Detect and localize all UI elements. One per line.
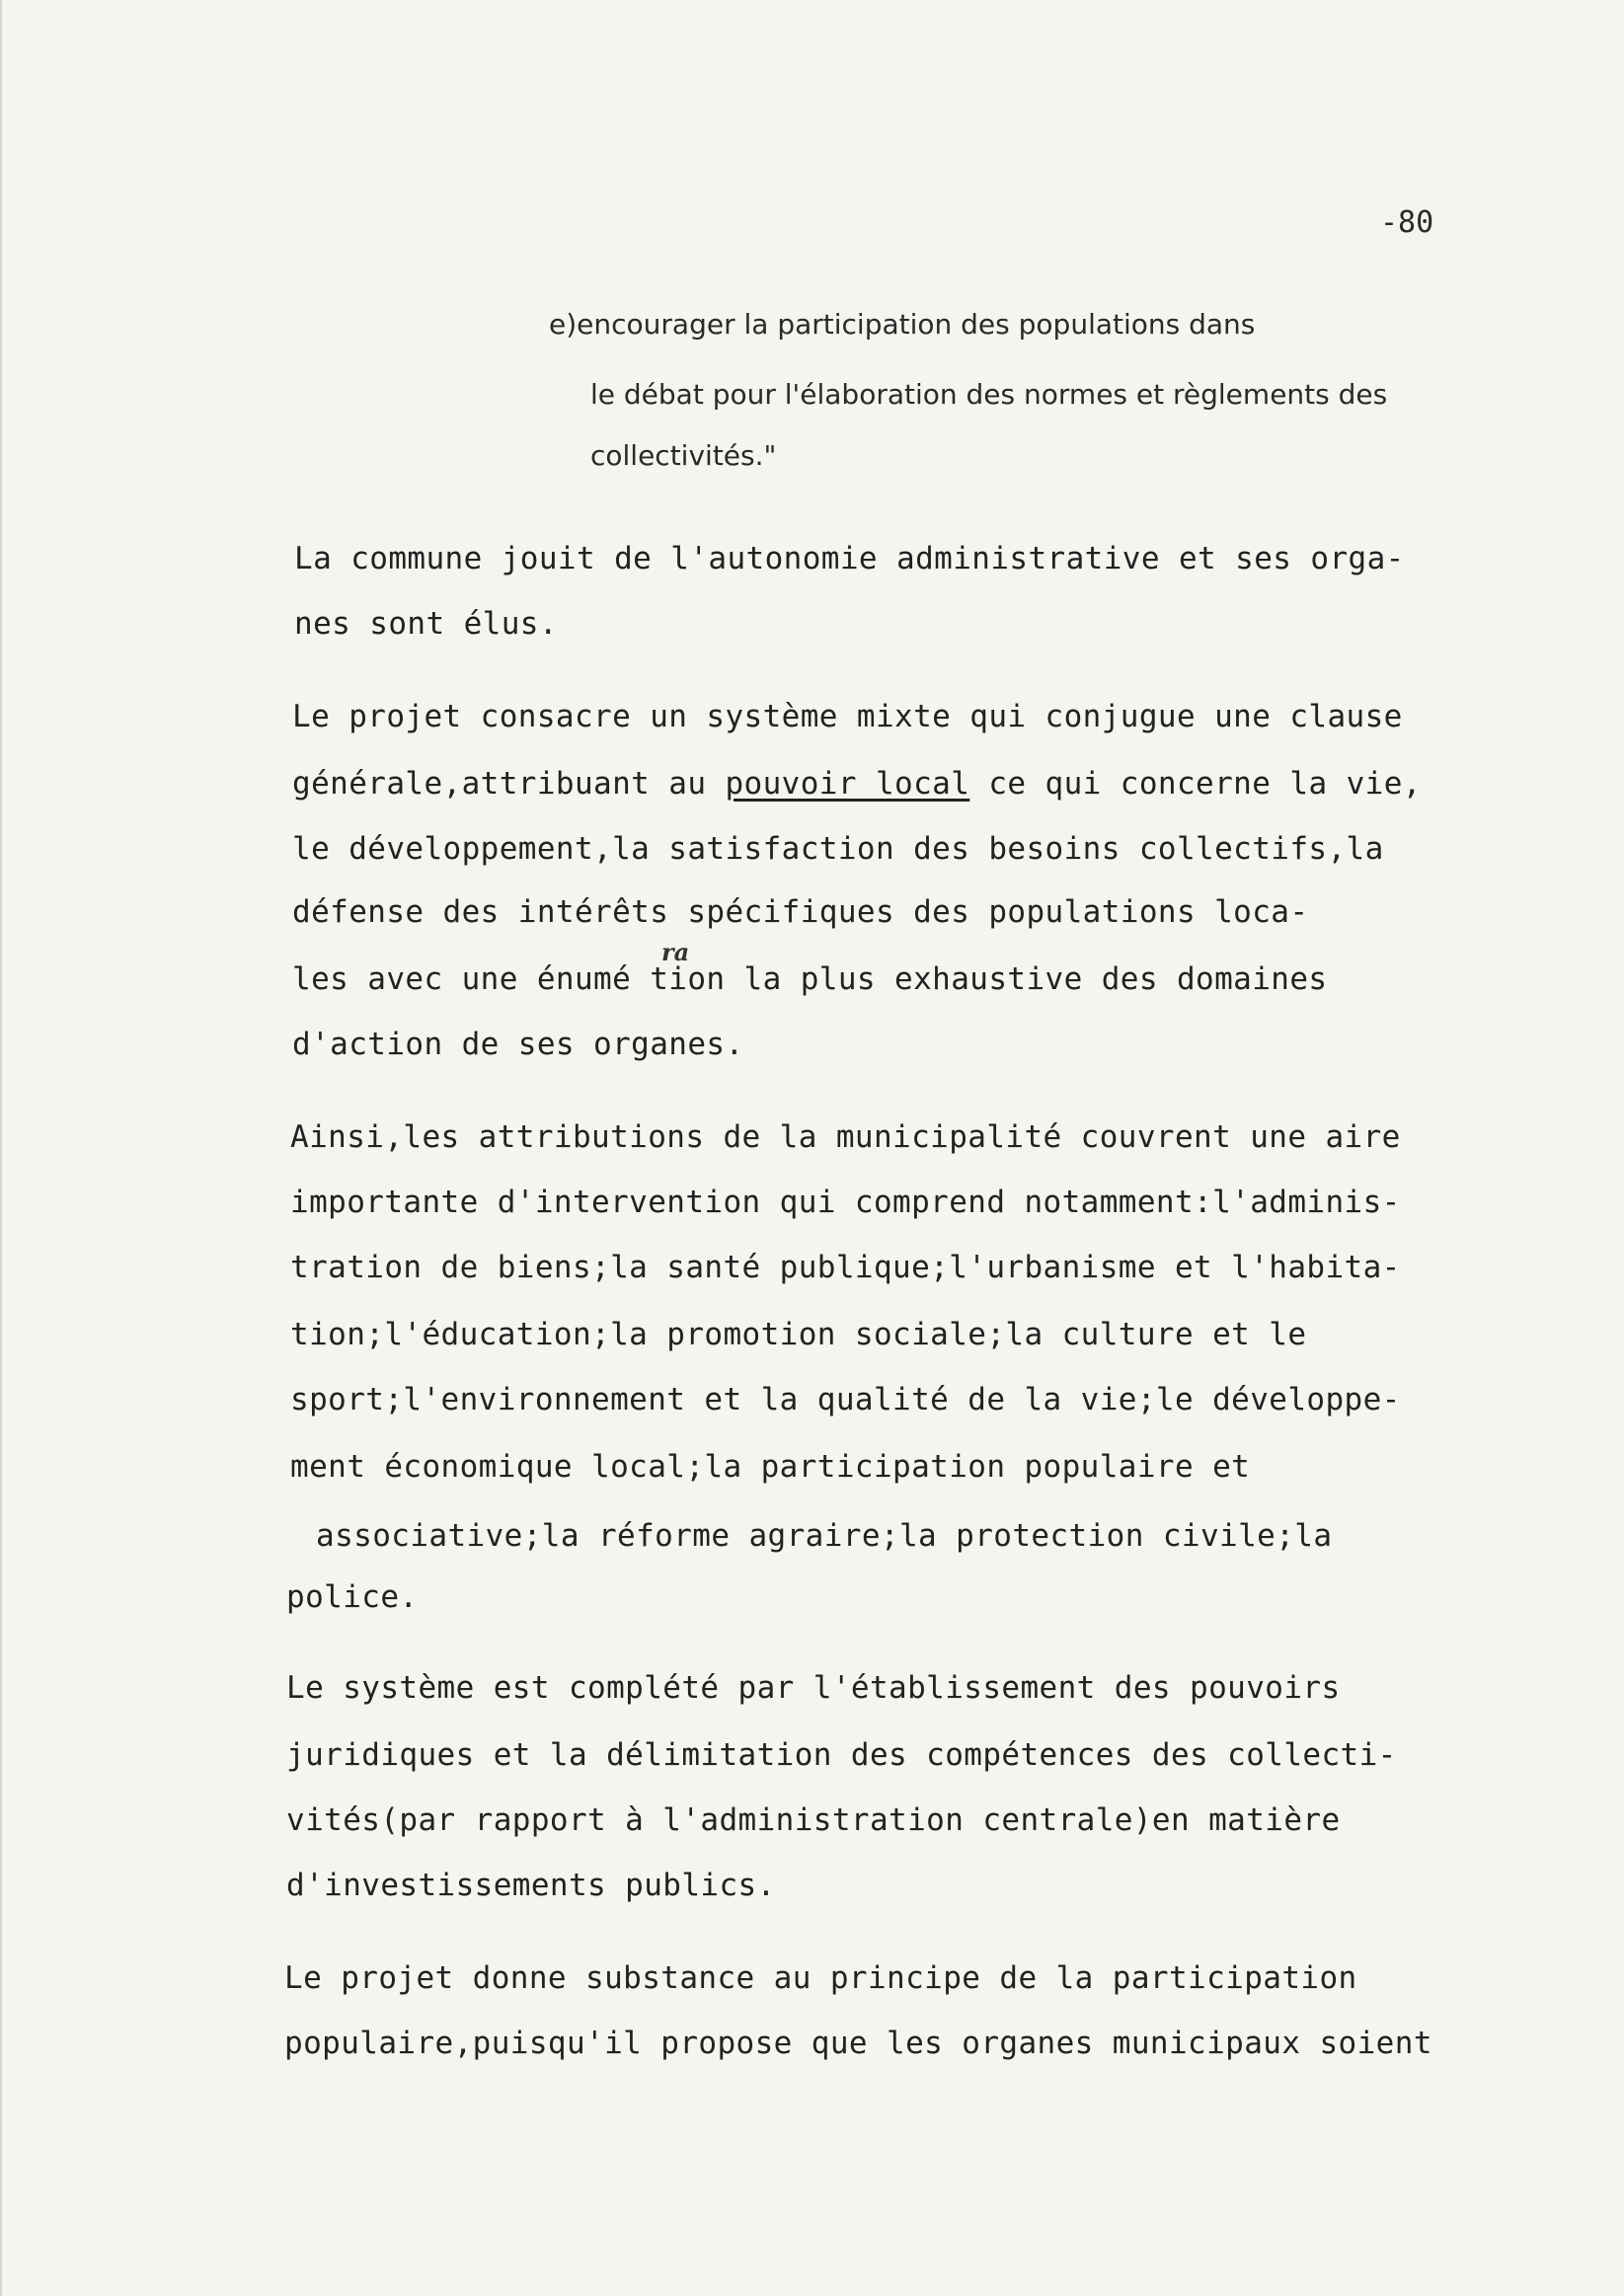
paragraph-line: Le projet donne substance au principe de la participation [284, 1960, 1357, 1996]
paragraph-line: ment économique local;la participation populaire et [290, 1449, 1251, 1485]
handwritten-correction: ra [661, 938, 690, 966]
paragraph-line: d'investissements publics. [286, 1868, 776, 1903]
paragraph-line: vités(par rapport à l'administration centrale)en matière [286, 1802, 1341, 1838]
paragraph-line: La commune jouit de l'autonomie administrative et ses orga- [294, 541, 1405, 576]
paragraph-line: d'action de ses organes. [292, 1027, 744, 1062]
quote-line: collectivités." [590, 439, 777, 472]
paragraph-line: associative;la réforme agraire;la protection civile;la [316, 1518, 1333, 1554]
paragraph-line: police. [286, 1579, 419, 1615]
paragraph-line: les avec une énumé tion la plus exhaustive des domaines [292, 961, 1328, 997]
paragraph-line: tion;l'éducation;la promotion sociale;la culture et le [290, 1317, 1307, 1352]
underlined-text: pouvoir local [725, 766, 970, 802]
paragraph-line: sport;l'environnement et la qualité de la vie;le développe- [290, 1382, 1401, 1417]
paragraph-line: défense des intérêts spécifiques des populations loca- [292, 894, 1309, 930]
text-run: générale,attribuant au [292, 766, 726, 802]
paragraph-line: tration de biens;la santé publique;l'urbanisme et l'habita- [290, 1250, 1401, 1285]
paragraph-line [292, 766, 1422, 802]
paragraph-line: populaire,puisqu'il propose que les organes municipaux soient [284, 2026, 1432, 2061]
text-run: ce qui concerne la vie, [969, 766, 1422, 802]
paragraph-line: le développement,la satisfaction des besoins collectifs,la [292, 831, 1384, 867]
paragraph-line: nes sont élus. [294, 606, 558, 642]
paragraph-line: juridiques et la délimitation des compétences des collecti- [286, 1737, 1397, 1773]
quote-line: le débat pour l'élaboration des normes et règlements des [590, 378, 1388, 411]
paragraph-line: Le système est complété par l'établissement des pouvoirs [286, 1670, 1341, 1706]
paragraph-line: importante d'intervention qui comprend notamment:l'adminis- [290, 1185, 1401, 1220]
page-number: -80 [1380, 205, 1434, 240]
paragraph-line: Le projet consacre un système mixte qui conjugue une clause [292, 699, 1403, 734]
paragraph-line: Ainsi,les attributions de la municipalité couvrent une aire [290, 1119, 1401, 1155]
quote-line: e)encourager la participation des populations dans [549, 308, 1256, 341]
